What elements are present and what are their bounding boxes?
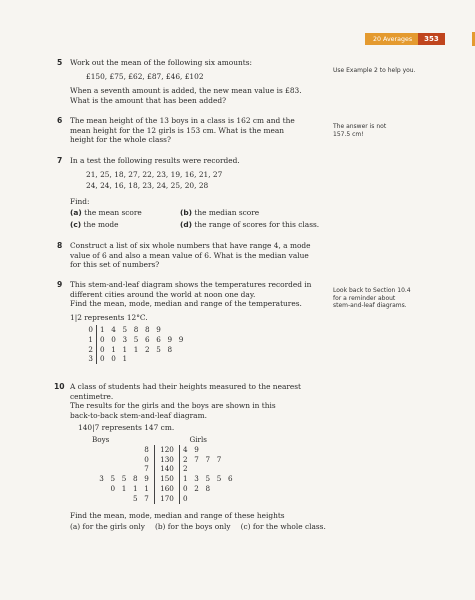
question-text: A class of students had their heights measured to the nearest: [70, 382, 302, 391]
stem-value: 0: [82, 325, 97, 335]
stem-leaf-row: [78, 474, 256, 484]
sub-question-a: (a) for the girls only: [70, 522, 145, 532]
margin-note-q5: Use Example 2 to help you.: [333, 67, 416, 74]
stem-leaf-row: [82, 335, 189, 345]
note-line: The answer is not: [333, 123, 387, 130]
girls-leaves: 2 7 7 7: [183, 454, 224, 464]
stem-leaf-row: [82, 325, 189, 335]
sub-question-d: (d) the range of scores for this class.: [180, 219, 320, 229]
question-text: Work out the mean of the following six amounts:: [70, 58, 252, 67]
question-number: 7: [57, 156, 63, 165]
stem-leaf-row: [78, 484, 256, 494]
stem-value: 1: [82, 335, 97, 345]
boys-leaves: 8: [144, 444, 151, 454]
stem-leaf-row: [82, 354, 189, 364]
stem-value: 160: [155, 484, 180, 494]
stem-value: 3: [82, 354, 97, 364]
sub-question-c: (c) the mode: [70, 219, 119, 229]
question-7: [57, 156, 320, 230]
girls-leaves: 0: [183, 493, 190, 503]
question-9: [57, 280, 320, 364]
question-number: 5: [57, 58, 63, 67]
question-text: Find:: [70, 196, 90, 206]
sub-questions: [70, 208, 320, 229]
stem-leaf-row: [82, 345, 189, 355]
question-text: Find the mean, mode, median and range of these heights: [70, 510, 285, 520]
question-text: for this set of numbers?: [70, 260, 160, 270]
sub-question-c: (c) for the whole class.: [240, 522, 326, 532]
stem-leaf-row: [78, 494, 256, 504]
diagram-key: 1|2 represents 12°C.: [70, 312, 148, 322]
question-number: 8: [57, 241, 63, 250]
girls-label: Girls: [189, 434, 207, 444]
question-5: [57, 58, 320, 105]
leaf-values: 0 0 3 5 6 6 9 9: [100, 334, 186, 344]
boys-leaves: 3 5 5 8 9: [99, 474, 151, 484]
question-number: 6: [57, 116, 63, 125]
stem-value: 170: [155, 494, 180, 504]
girls-leaves: 1 3 5 5 6: [183, 474, 235, 484]
sub-question-a: (a) the mean score: [70, 208, 142, 218]
sub-questions: [70, 522, 370, 532]
question-text: value of 6 and also a mean value of 6. What is the median value: [70, 250, 309, 260]
chapter-title: 20 Averages: [365, 33, 418, 45]
stem-value: 140: [155, 464, 180, 474]
question-text: The mean height of the 13 boys in a class is 162 cm and the: [70, 116, 295, 125]
leaf-values: 0 1 1 1 2 5 8: [100, 344, 175, 354]
note-line: 157.5 cm!: [333, 130, 364, 138]
question-text: back-to-back stem-and-leaf diagram.: [70, 410, 207, 420]
question-text: different cities around the world at noon one day.: [70, 289, 256, 299]
question-number: 9: [57, 280, 63, 289]
question-8: [57, 241, 320, 270]
diagram-header-row: [78, 435, 256, 445]
stem-value: 130: [155, 455, 180, 465]
question-text: What is the amount that has been added?: [70, 95, 227, 105]
leaf-values: 0 0 1: [100, 354, 130, 364]
stem-value: 2: [82, 345, 97, 355]
boys-leaves: 0 1 1 1: [110, 483, 151, 493]
question-text: Find the mean, mode, median and range of the temperatures.: [70, 299, 302, 309]
stem-leaf-row: [78, 445, 256, 455]
question-text: This stem-and-leaf diagram shows the temperatures recorded in: [70, 280, 312, 289]
note-line: stem-and-leaf diagrams.: [333, 302, 407, 310]
note-line: for a reminder about: [333, 294, 396, 302]
page-header: [365, 33, 445, 45]
boys-label: Boys: [92, 434, 110, 444]
question-6: [57, 116, 320, 145]
amounts-list: £150, £75, £62, £87, £46, £102: [86, 71, 204, 81]
margin-note-q6: [333, 123, 443, 138]
girls-leaves: 2: [183, 464, 190, 474]
question-number: 10: [54, 382, 65, 391]
data-line: 24, 24, 16, 18, 23, 24, 25, 20, 28: [86, 181, 209, 191]
sub-question-b: (b) for the boys only: [154, 522, 231, 532]
leaf-values: 1 4 5 8 8 9: [100, 325, 164, 335]
question-text: height for the whole class?: [70, 135, 171, 145]
diagram-key: 140|7 represents 147 cm.: [78, 423, 175, 433]
question-10: [54, 382, 370, 532]
girls-leaves: 4 9: [183, 444, 202, 454]
note-line: Look back to Section 10.4: [333, 287, 411, 294]
stem-leaf-row: [78, 455, 256, 465]
back-to-back-stem-and-leaf-diagram: [78, 435, 256, 504]
boys-leaves: 7: [144, 464, 151, 474]
stem-leaf-row: [78, 464, 256, 474]
question-text: In a test the following results were recorded.: [70, 156, 240, 165]
page-number: 353: [418, 33, 445, 45]
question-text: mean height for the 12 girls is 153 cm. What is the mean: [70, 125, 285, 135]
stem-value: 150: [155, 474, 180, 484]
stem-and-leaf-diagram: [82, 325, 189, 363]
margin-note-q9: [333, 287, 443, 310]
question-text: centimetre.: [70, 391, 114, 401]
girls-leaves: 0 2 8: [183, 483, 213, 493]
question-text: Construct a list of six whole numbers that have range 4, a mode: [70, 241, 311, 250]
question-text: When a seventh amount is added, the new mean value is £83.: [70, 86, 302, 96]
question-text: The results for the girls and the boys are shown in this: [70, 401, 276, 411]
sub-question-b: (b) the median score: [180, 208, 260, 218]
boys-leaves: 5 7: [132, 493, 151, 503]
data-line: 21, 25, 18, 27, 22, 23, 19, 16, 21, 27: [86, 169, 223, 179]
boys-leaves: 0: [144, 454, 151, 464]
stem-value: 120: [155, 445, 180, 455]
